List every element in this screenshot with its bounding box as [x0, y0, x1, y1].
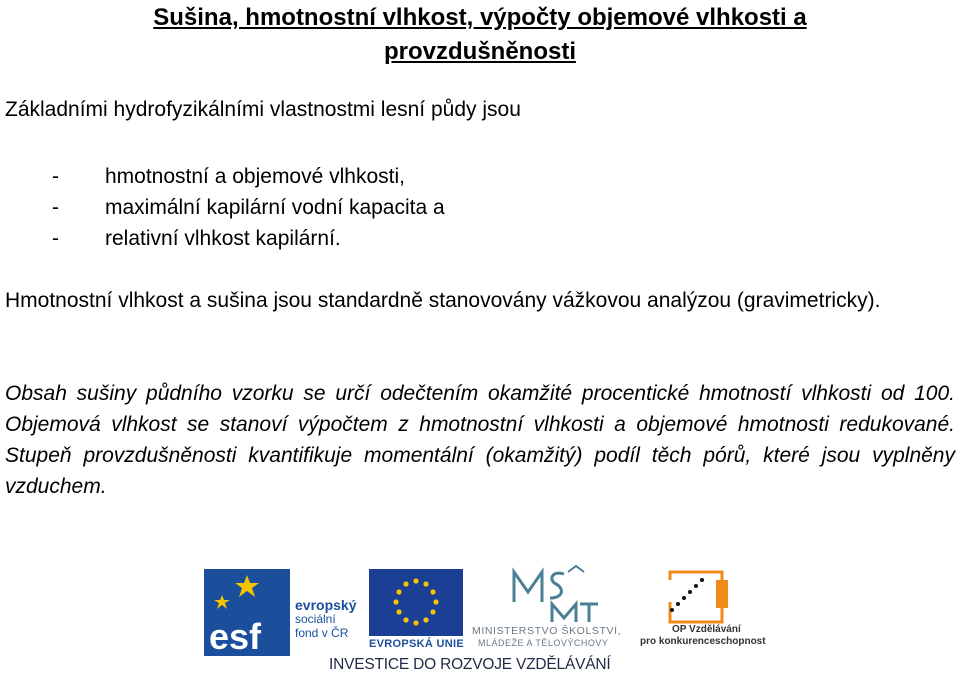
- eu-flag-icon: [369, 569, 463, 636]
- funding-logos: [0, 560, 960, 677]
- list-item-text: maximální kapilární vodní kapacita a: [105, 196, 445, 219]
- list-item: [52, 223, 445, 254]
- list-dash: -: [52, 227, 59, 250]
- list-item: [52, 192, 445, 223]
- svg-text:esf: esf: [209, 616, 262, 656]
- msmt-line-1: MINISTERSTVO ŠKOLSTVÍ,: [472, 625, 622, 637]
- page-title: [0, 0, 960, 69]
- paragraph-gravimetric: Hmotnostní vlhkost a sušina jsou standardně stanovovány vážkovou analýzou (gravimetricky).: [5, 289, 881, 312]
- esf-line-2: sociální: [295, 612, 336, 626]
- list-dash: -: [52, 165, 59, 188]
- esf-text: [295, 598, 356, 640]
- op-line-2: pro konkurenceschopnost: [640, 636, 766, 647]
- list-dash: -: [52, 196, 59, 219]
- esf-line-3: fond v ČR: [295, 626, 349, 640]
- esf-line-1: evropský: [295, 597, 357, 613]
- list-item-text: relativní vlhkost kapilární.: [105, 227, 341, 250]
- list-item-text: hmotnostní a objemové vlhkosti,: [105, 165, 405, 188]
- esf-logo-icon: [204, 569, 290, 656]
- list-item: [52, 161, 445, 192]
- op-line-1: OP Vzdělávání: [672, 624, 741, 635]
- title-line-2: provzdušněnosti: [383, 38, 576, 65]
- property-list: [52, 161, 445, 254]
- investment-slogan: INVESTICE DO ROZVOJE VZDĚLÁVÁNÍ: [329, 656, 611, 673]
- paragraph-description: Obsah sušiny půdního vzorku se určí odečtením okamžité procentické hmotností vlhkosti od 100. Objemová vlhkost se stanoví výpočtem z hmotnostní vlhkosti a objemové hmotnosti redukované. Stupeň provzdušněnosti kvantifikuje momentální (okamžitý) podíl těch pórů, které jsou vyplněny vzduchem.: [5, 382, 955, 498]
- msmt-line-2: MLÁDEŽE A TĚLOVÝCHOVY: [478, 638, 609, 648]
- title-line-1: Sušina, hmotnostní vlhkost, výpočty objemové vlhkosti a: [153, 4, 807, 31]
- intro-text: Základními hydrofyzikálními vlastnostmi lesní půdy jsou: [5, 98, 521, 121]
- eu-label: EVROPSKÁ UNIE: [369, 638, 464, 650]
